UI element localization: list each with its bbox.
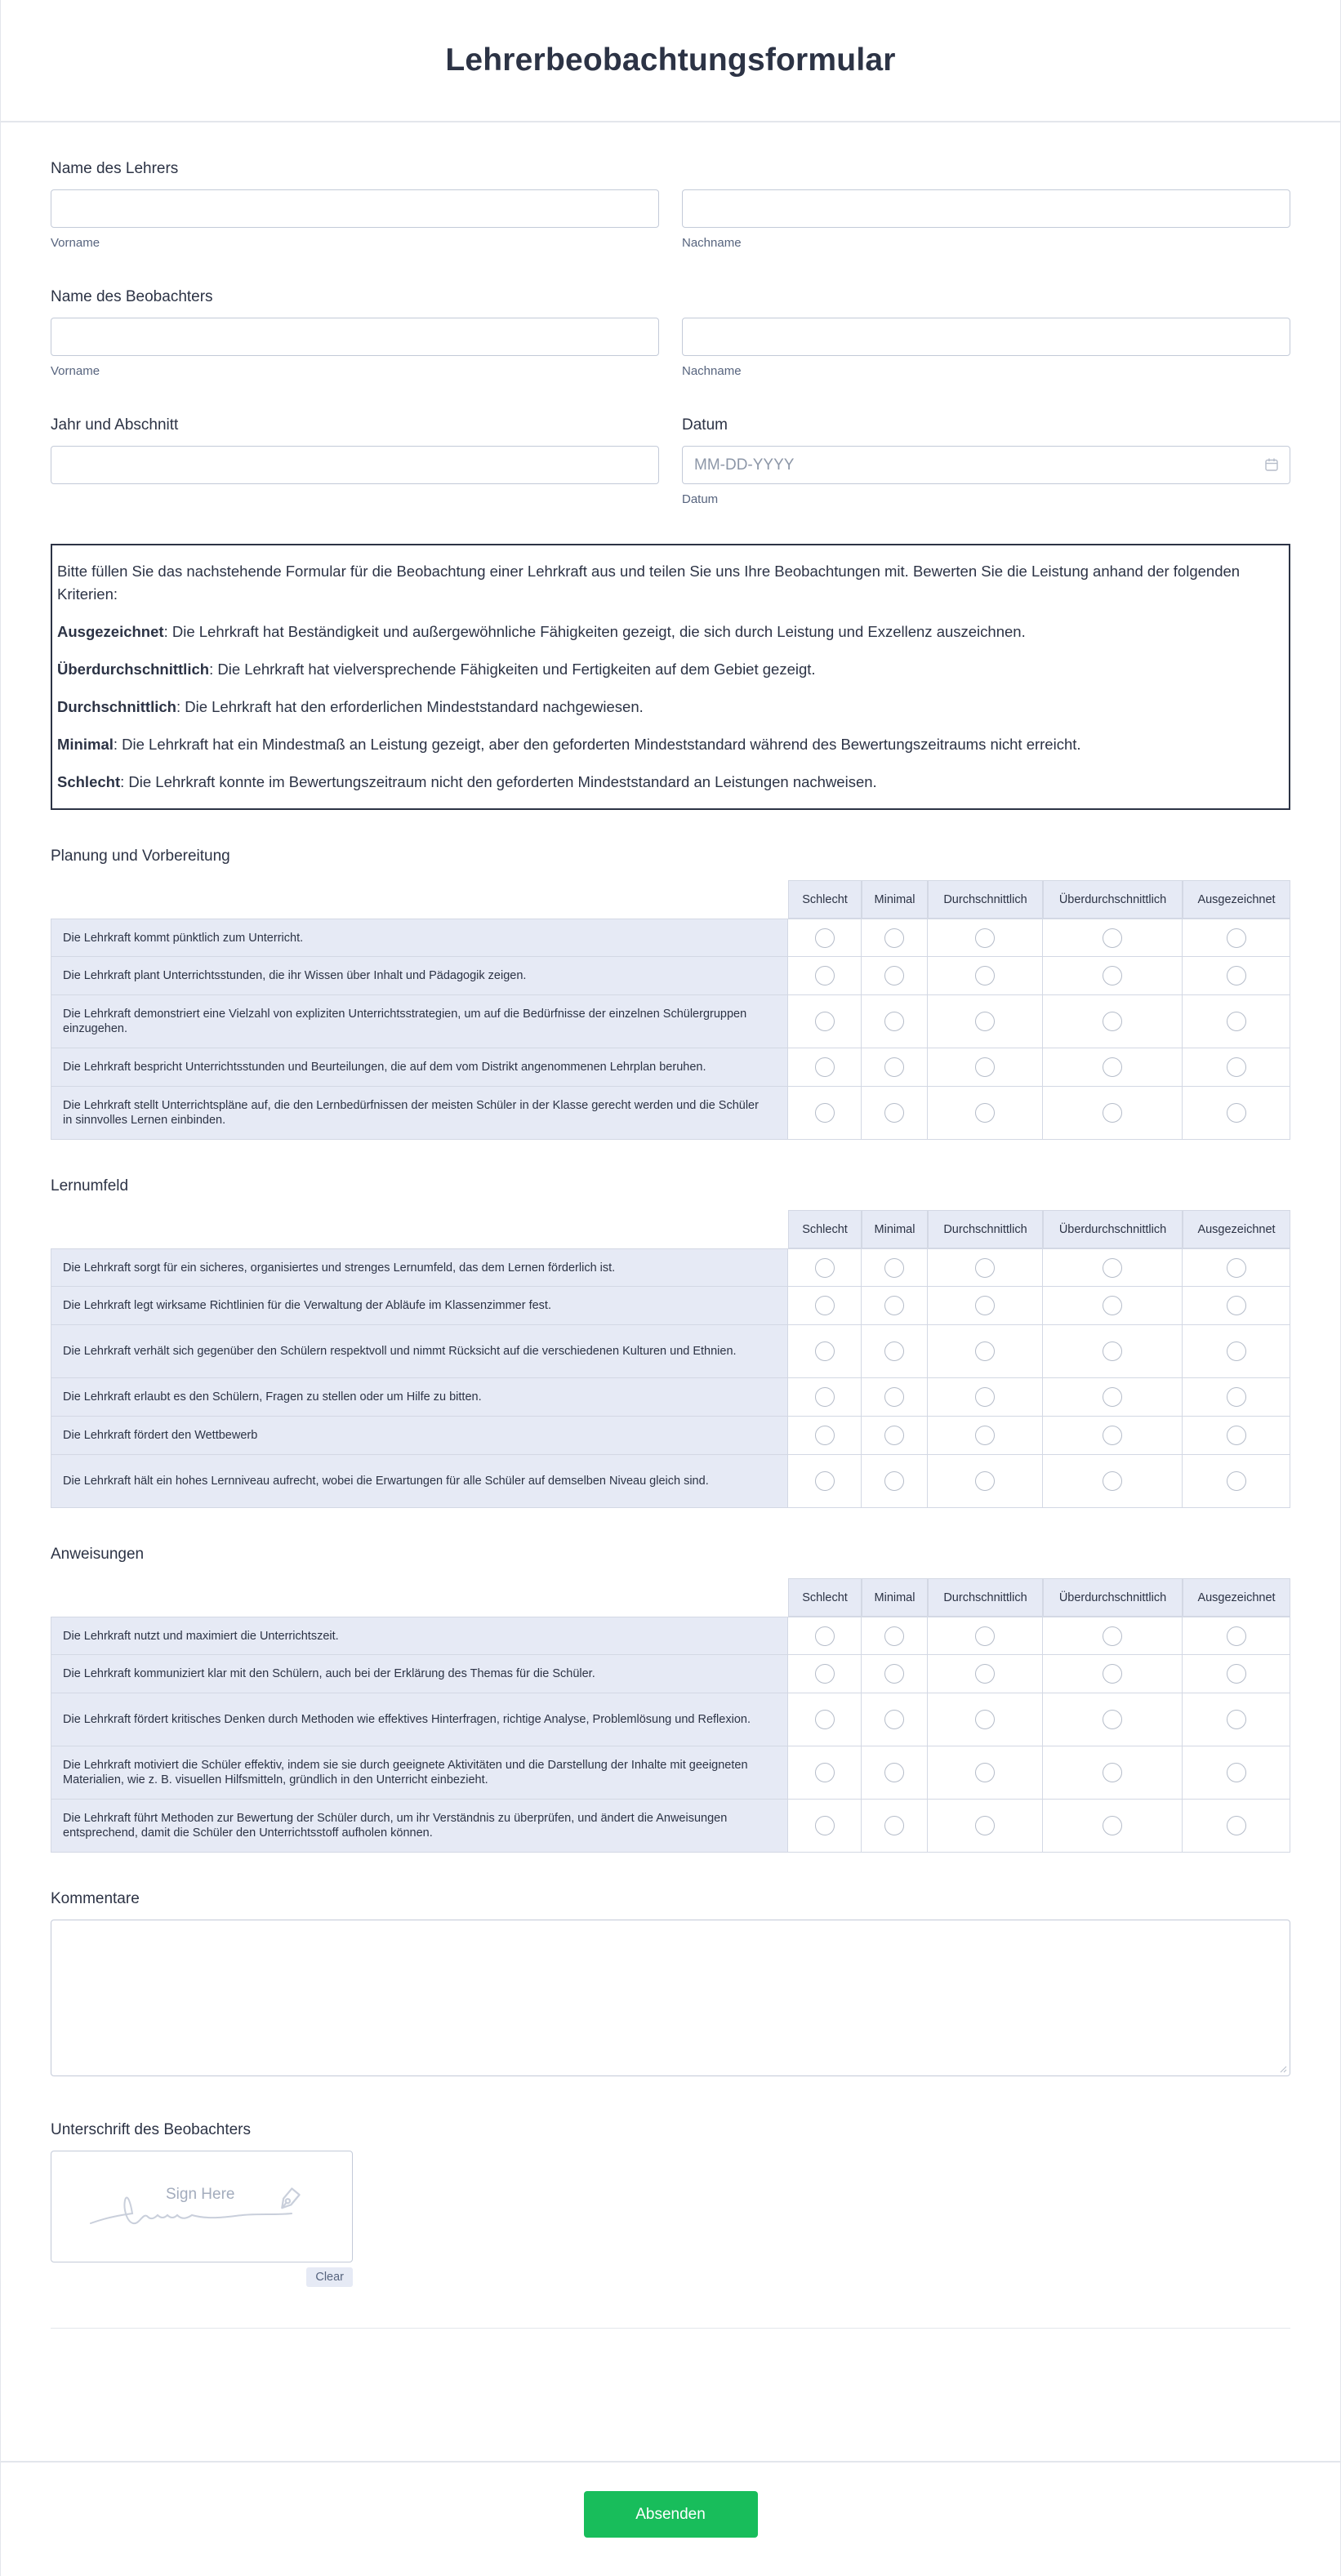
matrix-question: Die Lehrkraft bespricht Unterrichtsstunden und Beurteilungen, die auf dem vom Distrikt angenommenen Lehrplan beruhen.	[51, 1048, 788, 1087]
rating-radio[interactable]	[975, 1816, 995, 1835]
rating-radio[interactable]	[1103, 1012, 1122, 1031]
matrix-cell	[788, 1693, 862, 1746]
matrix-column-header: Überdurchschnittlich	[1043, 880, 1183, 919]
rating-radio[interactable]	[815, 1664, 835, 1684]
matrix-column-header: Minimal	[862, 880, 928, 919]
rating-radio[interactable]	[815, 1103, 835, 1123]
matrix-cell	[862, 1378, 928, 1417]
matrix-cell	[1183, 1378, 1290, 1417]
matrix-cell	[862, 1048, 928, 1087]
matrix-cell	[1183, 995, 1290, 1048]
matrix-question: Die Lehrkraft kommt pünktlich zum Unterricht.	[51, 919, 788, 957]
matrix-row	[51, 1693, 1290, 1746]
rating-radio[interactable]	[1103, 1258, 1122, 1278]
matrix-cell	[788, 957, 862, 995]
rating-radio[interactable]	[975, 1057, 995, 1077]
criteria-text: : Die Lehrkraft hat vielversprechende Fähigkeiten und Fertigkeiten auf dem Gebiet gezeigt.	[209, 661, 816, 678]
rating-radio[interactable]	[1103, 1057, 1122, 1077]
matrix-cell	[928, 1287, 1043, 1325]
rating-radio[interactable]	[884, 1816, 904, 1835]
rating-matrix	[51, 1578, 1290, 1853]
rating-matrix	[51, 1210, 1290, 1508]
criteria-text: : Die Lehrkraft hat Beständigkeit und außergewöhnliche Fähigkeiten gezeigt, die sich durch Leistung und Exzellenz auszeichnen.	[163, 623, 1026, 640]
observer-name-label: Name des Beobachters	[51, 288, 213, 305]
matrix-title: Lernumfeld	[51, 1177, 129, 1195]
matrix-cell	[928, 957, 1043, 995]
rating-radio[interactable]	[975, 1471, 995, 1491]
rating-radio[interactable]	[975, 1763, 995, 1782]
rating-radio[interactable]	[1227, 1471, 1246, 1491]
rating-radio[interactable]	[1103, 928, 1122, 948]
matrix-cell	[928, 1325, 1043, 1378]
matrix-column-header: Ausgezeichnet	[1183, 880, 1290, 919]
matrix-cell	[862, 957, 928, 995]
matrix-column-header: Überdurchschnittlich	[1043, 1210, 1183, 1248]
teacher-name-label: Name des Lehrers	[51, 160, 179, 177]
rating-radio[interactable]	[975, 1341, 995, 1361]
matrix-section	[51, 848, 1290, 1140]
rating-radio[interactable]	[1103, 1387, 1122, 1407]
matrix-column-header: Durchschnittlich	[928, 1578, 1043, 1617]
matrix-cell	[1043, 1287, 1183, 1325]
matrix-row	[51, 1325, 1290, 1378]
matrix-cell	[788, 1048, 862, 1087]
matrix-cell	[788, 1800, 862, 1853]
rating-radio[interactable]	[975, 1012, 995, 1031]
matrix-question: Die Lehrkraft verhält sich gegenüber den Schülern respektvoll und nimmt Rücksicht auf die verschiedenen Kulturen und Ethnien.	[51, 1325, 788, 1378]
matrix-cell	[928, 995, 1043, 1048]
matrix-cell	[788, 1378, 862, 1417]
rating-radio[interactable]	[1227, 1103, 1246, 1123]
matrix-cell	[862, 1417, 928, 1455]
rating-radio[interactable]	[1103, 1426, 1122, 1445]
comments-field	[51, 1890, 1290, 2076]
rating-radio[interactable]	[975, 1626, 995, 1646]
rating-radio[interactable]	[975, 1258, 995, 1278]
matrix-cell	[1183, 1287, 1290, 1325]
date-field	[682, 416, 1290, 506]
comments-label: Kommentare	[51, 1890, 140, 1907]
clear-signature-button[interactable]: Clear	[306, 2267, 353, 2287]
rating-radio[interactable]	[884, 1710, 904, 1729]
matrix-cell	[928, 1048, 1043, 1087]
matrix-title: Planung und Vorbereitung	[51, 848, 230, 865]
matrix-cell	[928, 1800, 1043, 1853]
matrix-cell	[1183, 1087, 1290, 1140]
form-content	[0, 160, 1341, 2329]
rating-radio[interactable]	[815, 1258, 835, 1278]
matrix-cell	[788, 995, 862, 1048]
rating-radio[interactable]	[884, 1626, 904, 1646]
matrix-cell	[1043, 1800, 1183, 1853]
matrix-cell	[1043, 1746, 1183, 1800]
matrix-cell	[862, 1325, 928, 1378]
rating-radio[interactable]	[884, 1426, 904, 1445]
matrix-title: Anweisungen	[51, 1546, 145, 1563]
matrix-section	[51, 1546, 1290, 1853]
matrix-cell	[928, 1378, 1043, 1417]
rating-radio[interactable]	[815, 1012, 835, 1031]
observer-first-name-input[interactable]	[51, 318, 659, 356]
matrix-column-header: Minimal	[862, 1210, 928, 1248]
matrix-question: Die Lehrkraft hält ein hohes Lernniveau aufrecht, wobei die Erwartungen für alle Schüler auf demselben Niveau gleich sind.	[51, 1455, 788, 1508]
matrix-cell	[1043, 919, 1183, 957]
rating-radio[interactable]	[884, 1012, 904, 1031]
teacher-last-name-input[interactable]	[682, 189, 1290, 228]
year-section-input[interactable]	[51, 446, 659, 484]
matrix-row	[51, 995, 1290, 1048]
rating-radio[interactable]	[1227, 1296, 1246, 1315]
matrix-corner	[51, 1210, 788, 1248]
rating-radio[interactable]	[1227, 1664, 1246, 1684]
matrix-cell	[862, 1087, 928, 1140]
teacher-last-name-sublabel: Nachname	[682, 236, 742, 250]
criteria-item	[57, 733, 1284, 756]
matrix-row	[51, 1455, 1290, 1508]
teacher-first-name-sublabel: Vorname	[51, 236, 100, 250]
matrix-cell	[1183, 1746, 1290, 1800]
matrix-row	[51, 957, 1290, 995]
matrix-cell	[928, 1746, 1043, 1800]
matrix-cell	[1183, 1617, 1290, 1655]
matrix-cell	[862, 1287, 928, 1325]
rating-radio[interactable]	[1103, 1710, 1122, 1729]
matrix-cell	[1183, 1800, 1290, 1853]
matrix-question: Die Lehrkraft fördert den Wettbewerb	[51, 1417, 788, 1455]
matrix-cell	[788, 1455, 862, 1508]
rating-radio[interactable]	[884, 1763, 904, 1782]
matrix-corner	[51, 880, 788, 919]
matrix-cell	[788, 1746, 862, 1800]
rating-radio[interactable]	[884, 1057, 904, 1077]
criteria-item	[57, 658, 1284, 681]
matrix-cell	[862, 1800, 928, 1853]
matrix-cell	[788, 1287, 862, 1325]
rating-radio[interactable]	[1227, 1012, 1246, 1031]
matrix-cell	[788, 919, 862, 957]
matrix-question: Die Lehrkraft demonstriert eine Vielzahl von expliziten Unterrichtsstrategien, um auf die Bedürfnisse der einzelnen Schülergruppen einzugehen.	[51, 995, 788, 1048]
matrix-cell	[1183, 919, 1290, 957]
matrix-cell	[1043, 1087, 1183, 1140]
criteria-info-box	[51, 544, 1290, 810]
matrix-cell	[1183, 1048, 1290, 1087]
calendar-icon[interactable]	[1264, 457, 1279, 472]
rating-radio[interactable]	[975, 1387, 995, 1407]
rating-radio[interactable]	[1227, 1763, 1246, 1782]
rating-radio[interactable]	[1103, 1296, 1122, 1315]
matrix-cell	[1183, 957, 1290, 995]
matrix-cell	[928, 1655, 1043, 1693]
matrix-column-header: Überdurchschnittlich	[1043, 1578, 1183, 1617]
matrix-row	[51, 1800, 1290, 1853]
matrix-question: Die Lehrkraft erlaubt es den Schülern, Fragen zu stellen oder um Hilfe zu bitten.	[51, 1378, 788, 1417]
matrix-cell	[1043, 1048, 1183, 1087]
rating-radio[interactable]	[1103, 1763, 1122, 1782]
matrix-cell	[862, 1693, 928, 1746]
rating-radio[interactable]	[884, 966, 904, 985]
matrix-cell	[788, 1655, 862, 1693]
observer-first-name-sublabel: Vorname	[51, 364, 100, 378]
observer-last-name-input[interactable]	[682, 318, 1290, 356]
rating-radio[interactable]	[975, 1296, 995, 1315]
matrix-cell	[788, 1417, 862, 1455]
submit-button[interactable]: Absenden	[584, 2491, 758, 2538]
date-sublabel: Datum	[682, 492, 719, 506]
matrix-cell	[1183, 1417, 1290, 1455]
matrix-cell	[788, 1617, 862, 1655]
matrix-question: Die Lehrkraft stellt Unterrichtspläne auf, die den Lernbedürfnissen der meisten Schüler in der Klasse gerecht werden und die Schüler in sinnvolles Lernen einbinden.	[51, 1087, 788, 1140]
rating-radio[interactable]	[1103, 1664, 1122, 1684]
resize-handle-icon[interactable]	[1279, 2065, 1287, 2073]
rating-radio[interactable]	[815, 1057, 835, 1077]
rating-radio[interactable]	[1227, 928, 1246, 948]
matrix-cell	[1043, 1455, 1183, 1508]
criteria-term: Schlecht	[57, 773, 121, 790]
matrix-column-header: Ausgezeichnet	[1183, 1578, 1290, 1617]
matrix-cell	[928, 1087, 1043, 1140]
matrix-row	[51, 1378, 1290, 1417]
rating-radio[interactable]	[975, 928, 995, 948]
matrix-cell	[1183, 1655, 1290, 1693]
matrix-row	[51, 1617, 1290, 1655]
matrix-cell	[1043, 1655, 1183, 1693]
matrix-question: Die Lehrkraft motiviert die Schüler effektiv, indem sie sie durch geeignete Aktivitäten und die Darstellung der Inhalte mit geeigneten Materialien, wie z. B. visuellen Hilfsmitteln, gründlich in den Unterricht einbezieht.	[51, 1746, 788, 1800]
rating-radio[interactable]	[1103, 1816, 1122, 1835]
matrix-column-header: Schlecht	[788, 1210, 862, 1248]
matrix-row	[51, 1287, 1290, 1325]
rating-radio[interactable]	[1227, 1258, 1246, 1278]
rating-radio[interactable]	[815, 1626, 835, 1646]
matrix-cell	[862, 1455, 928, 1508]
date-label: Datum	[682, 416, 728, 434]
matrix-cell	[928, 1617, 1043, 1655]
rating-radio[interactable]	[975, 1664, 995, 1684]
criteria-text: : Die Lehrkraft hat ein Mindestmaß an Leistung gezeigt, aber den geforderten Mindeststandard während des Bewertungszeitraums nicht erreicht.	[113, 736, 1081, 753]
rating-radio[interactable]	[815, 966, 835, 985]
matrix-cell	[1183, 1455, 1290, 1508]
rating-radio[interactable]	[815, 1426, 835, 1445]
form-footer	[0, 2461, 1341, 2576]
rating-matrix	[51, 880, 1290, 1140]
rating-radio[interactable]	[1103, 1341, 1122, 1361]
rating-radio[interactable]	[815, 1296, 835, 1315]
rating-radio[interactable]	[884, 1664, 904, 1684]
rating-radio[interactable]	[815, 1471, 835, 1491]
form-title: Lehrerbeobachtungsformular	[445, 42, 896, 78]
comments-textarea[interactable]	[51, 1920, 1290, 2076]
matrix-cell	[928, 919, 1043, 957]
matrix-cell	[1043, 995, 1183, 1048]
matrix-question: Die Lehrkraft nutzt und maximiert die Unterrichtszeit.	[51, 1617, 788, 1655]
rating-radio[interactable]	[884, 1103, 904, 1123]
rating-radio[interactable]	[1227, 1341, 1246, 1361]
date-input[interactable]	[682, 446, 1290, 484]
rating-radio[interactable]	[975, 1710, 995, 1729]
rating-radio[interactable]	[1227, 1710, 1246, 1729]
matrix-column-header: Minimal	[862, 1578, 928, 1617]
matrix-section	[51, 1177, 1290, 1508]
rating-radio[interactable]	[815, 1387, 835, 1407]
criteria-term: Überdurchschnittlich	[57, 661, 210, 678]
matrix-cell	[862, 1248, 928, 1287]
matrix-cell	[862, 1746, 928, 1800]
form-header	[0, 0, 1341, 122]
matrix-cell	[928, 1693, 1043, 1746]
rating-radio[interactable]	[1227, 1057, 1246, 1077]
rating-radio[interactable]	[815, 1763, 835, 1782]
rating-radio[interactable]	[815, 928, 835, 948]
matrix-row	[51, 1087, 1290, 1140]
matrix-question: Die Lehrkraft fördert kritisches Denken durch Methoden wie effektives Hinterfragen, richtige Analyse, Problemlösung und Reflexion.	[51, 1693, 788, 1746]
year-section-label: Jahr und Abschnitt	[51, 416, 179, 434]
matrix-row	[51, 1048, 1290, 1087]
rating-radio[interactable]	[1227, 1816, 1246, 1835]
matrix-cell	[862, 995, 928, 1048]
criteria-term: Durchschnittlich	[57, 698, 176, 715]
criteria-text: : Die Lehrkraft hat den erforderlichen Mindeststandard nachgewiesen.	[176, 698, 644, 715]
rating-radio[interactable]	[884, 928, 904, 948]
rating-radio[interactable]	[815, 1710, 835, 1729]
form-divider	[51, 2328, 1290, 2329]
rating-radio[interactable]	[815, 1816, 835, 1835]
year-date-row	[51, 416, 1290, 506]
matrix-row	[51, 1746, 1290, 1800]
matrix-column-header: Durchschnittlich	[928, 1210, 1043, 1248]
rating-radio[interactable]	[884, 1471, 904, 1491]
matrix-cell	[928, 1417, 1043, 1455]
matrix-cell	[1043, 1248, 1183, 1287]
rating-radio[interactable]	[975, 1426, 995, 1445]
rating-radio[interactable]	[1227, 1626, 1246, 1646]
matrix-cell	[862, 1617, 928, 1655]
rating-radio[interactable]	[1227, 1387, 1246, 1407]
matrix-column-header: Schlecht	[788, 1578, 862, 1617]
signature-field	[51, 2121, 1290, 2287]
rating-radio[interactable]	[884, 1387, 904, 1407]
rating-radio[interactable]	[1227, 966, 1246, 985]
matrix-row	[51, 919, 1290, 957]
criteria-term: Minimal	[57, 736, 114, 753]
observer-last-name-sublabel: Nachname	[682, 364, 742, 378]
matrix-cell	[928, 1455, 1043, 1508]
rating-matrices	[51, 848, 1290, 1853]
criteria-item	[57, 696, 1284, 719]
matrix-cell	[1043, 1617, 1183, 1655]
signature-label: Unterschrift des Beobachters	[51, 2121, 252, 2138]
matrix-cell	[1183, 1693, 1290, 1746]
criteria-intro: Bitte füllen Sie das nachstehende Formular für die Beobachtung einer Lehrkraft aus und teilen Sie uns Ihre Beobachtungen mit. Bewerten Sie die Leistung anhand der folgenden Kriterien:	[57, 563, 1241, 603]
matrix-corner	[51, 1578, 788, 1617]
rating-radio[interactable]	[975, 966, 995, 985]
rating-radio[interactable]	[1103, 966, 1122, 985]
matrix-cell	[862, 1655, 928, 1693]
year-section-field	[51, 416, 659, 506]
matrix-cell	[1043, 957, 1183, 995]
matrix-cell	[1183, 1325, 1290, 1378]
matrix-cell	[862, 919, 928, 957]
matrix-column-header: Durchschnittlich	[928, 880, 1043, 919]
matrix-cell	[1043, 1325, 1183, 1378]
rating-radio[interactable]	[884, 1258, 904, 1278]
teacher-name-field	[51, 160, 1290, 250]
signature-pad[interactable]	[51, 2151, 353, 2262]
matrix-question: Die Lehrkraft legt wirksame Richtlinien für die Verwaltung der Abläufe im Klassenzimmer fest.	[51, 1287, 788, 1325]
matrix-question: Die Lehrkraft plant Unterrichtsstunden, die ihr Wissen über Inhalt und Pädagogik zeigen.	[51, 957, 788, 995]
matrix-question: Die Lehrkraft kommuniziert klar mit den Schülern, auch bei der Erklärung des Themas für die Schüler.	[51, 1655, 788, 1693]
observer-name-field	[51, 288, 1290, 378]
pen-icon	[272, 2184, 305, 2217]
rating-radio[interactable]	[1103, 1626, 1122, 1646]
criteria-text: : Die Lehrkraft konnte im Bewertungszeitraum nicht den geforderten Mindeststandard an Leistungen nachweisen.	[120, 773, 877, 790]
matrix-cell	[788, 1325, 862, 1378]
rating-radio[interactable]	[1103, 1103, 1122, 1123]
criteria-item	[57, 771, 1284, 794]
matrix-cell	[928, 1248, 1043, 1287]
matrix-cell	[788, 1248, 862, 1287]
matrix-column-header: Schlecht	[788, 880, 862, 919]
criteria-item	[57, 621, 1284, 643]
matrix-cell	[1043, 1417, 1183, 1455]
matrix-row	[51, 1417, 1290, 1455]
matrix-cell	[1043, 1693, 1183, 1746]
rating-radio[interactable]	[815, 1341, 835, 1361]
matrix-cell	[1183, 1248, 1290, 1287]
rating-radio[interactable]	[884, 1296, 904, 1315]
matrix-cell	[1043, 1378, 1183, 1417]
criteria-term: Ausgezeichnet	[57, 623, 164, 640]
matrix-row	[51, 1248, 1290, 1287]
matrix-row	[51, 1655, 1290, 1693]
rating-radio[interactable]	[884, 1341, 904, 1361]
matrix-cell	[788, 1087, 862, 1140]
matrix-question: Die Lehrkraft sorgt für ein sicheres, organisiertes und strenges Lernumfeld, das dem Lernen förderlich ist.	[51, 1248, 788, 1287]
matrix-question: Die Lehrkraft führt Methoden zur Bewertung der Schüler durch, um ihr Verständnis zu überprüfen, und ändert die Anweisungen entsprechend, damit die Schüler den Unterrichtsstoff aufholen können.	[51, 1800, 788, 1853]
rating-radio[interactable]	[975, 1103, 995, 1123]
matrix-column-header: Ausgezeichnet	[1183, 1210, 1290, 1248]
rating-radio[interactable]	[1227, 1426, 1246, 1445]
signature-hint: Sign Here	[166, 2186, 235, 2203]
teacher-first-name-input[interactable]	[51, 189, 659, 228]
rating-radio[interactable]	[1103, 1471, 1122, 1491]
